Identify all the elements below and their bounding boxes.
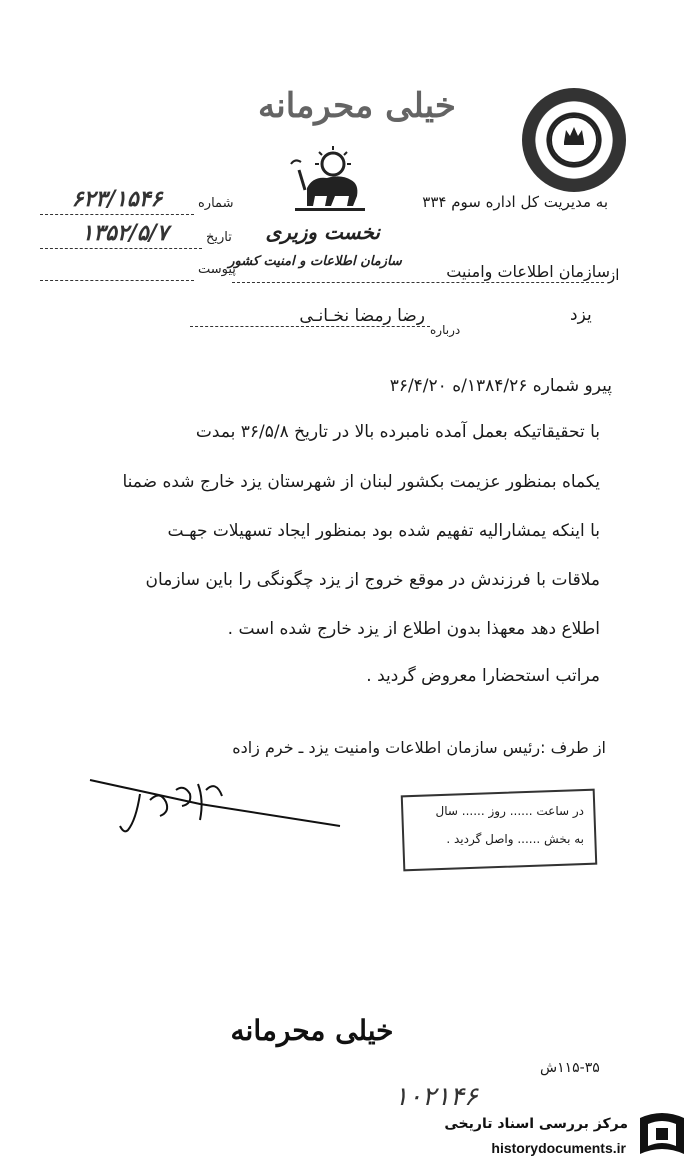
number-underline [40,214,194,215]
body-line-6: مراتب استحضارا معروض گردید . [366,666,600,686]
body-line-1: با تحقیقاتیکه بعمل آمده نامبرده بالا در تاریخ ۳۶/۵/۸ بمدت [195,422,600,442]
handwritten-signature-icon [80,760,360,840]
letter-number: ۶۲۳/۱۵۴۶ [71,186,163,212]
sender-signature-line: از طرف :رئیس سازمان اطلاعات وامنیت یزد ـ خرم زاده [232,738,606,757]
body-line-3: با اینکه یمشارالیه تفهیم شده بود بمنظور ایجاد تسهیلات جهـت [167,521,600,541]
organization-name: سازمان اطلاعات و امنیت کشور [228,254,402,269]
receipt-line-2: به بخش ...... واصل گردید . [446,832,584,846]
receipt-line-1: در ساعت ...... روز ...... سال [435,804,584,818]
ministry-name: نخست وزیری [265,220,380,244]
letter-date: ۱۳۵۲/۵/۷ [81,220,169,246]
number-label: شماره [198,196,234,211]
receipt-stamp [401,789,598,872]
document-code: ۱۱۵-۳۵ش [540,1060,600,1076]
subject-underline [190,326,430,327]
archive-logo-icon [634,1108,690,1160]
archive-number: ۱۰۲۱۴۶ [394,1082,478,1112]
attachment-label: پیوست [198,262,236,277]
date-underline [40,248,202,249]
watermark-title: مرکز بررسی اسناد تاریخی [444,1116,628,1132]
attachment-underline [40,280,194,281]
body-line-4: ملاقات با فرزندش در موقع خروج از یزد چگونگی را باین سازمان [145,570,600,590]
watermark-url[interactable]: historydocuments.ir [491,1140,626,1156]
from-value: سازمان اطلاعات وامنیت [446,262,610,281]
body-line-2: یکماه بمنظور عزیمت بکشور لبنان از شهرستان یزد خارج شده ضمنا [122,472,600,492]
date-label: تاریخ [206,230,232,245]
subject-city: یزد [570,305,592,325]
about-label: درباره [430,323,461,337]
from-underline [232,282,604,283]
classification-stamp-top: خیلی محرمانه [258,86,456,126]
followup-reference: پیرو شماره ۱۳۸۴/۲۶/ه ۳۶/۴/۲۰ [389,376,612,396]
crown-icon [562,124,586,146]
classification-stamp-bottom: خیلی محرمانه [230,1014,394,1047]
recipient-line: به مدیریت کل اداره سوم ۳۳۴ [422,193,608,211]
subject-person: رضا رمضا نخـانـی [299,306,425,326]
from-label: از [608,266,620,284]
body-line-5: اطلاع دهد معهذا بدون اطلاع از یزد خارج شده است . [227,619,600,639]
lion-and-sun-emblem-icon [285,140,375,216]
